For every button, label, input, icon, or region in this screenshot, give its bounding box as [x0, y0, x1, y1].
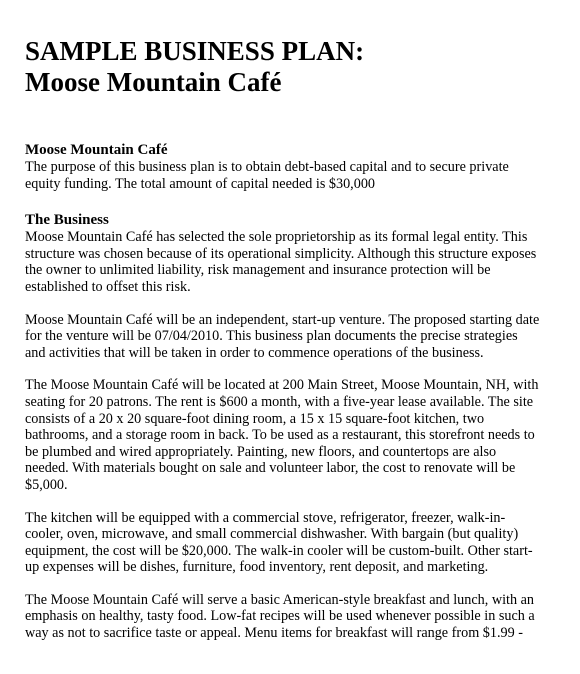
text-line: structure was chosen because of its operational simplicity. Although this structure exposes [25, 245, 537, 262]
text-line: The kitchen will be equipped with a commercial stove, refrigerator, freezer, walk-in- [25, 509, 506, 526]
text-line: seating for 20 patrons. The rent is $600 a month, with a five-year lease available. The site [25, 393, 534, 410]
text-line: for the venture will be 07/04/2010. This business plan documents the precise strategies [25, 328, 518, 345]
text-line: The purpose of this business plan is to obtain debt-based capital and to secure private [25, 159, 509, 175]
document-title [25, 36, 573, 98]
paragraph [25, 229, 573, 295]
section-heading: The Business [25, 212, 109, 229]
text-line: $5,000. [25, 476, 68, 493]
text-line: bathrooms, and a storage room in back. To be used as a restaurant, this storefront needs to [25, 427, 535, 444]
paragraph [25, 592, 573, 642]
paragraph [25, 312, 573, 362]
section-heading: Moose Mountain Café [25, 142, 168, 158]
paragraph [25, 510, 573, 576]
text-line: Moose Mountain Café will be an independent, start-up venture. The proposed starting date [25, 311, 540, 328]
paragraph [25, 377, 573, 493]
text-line: equity funding. The total amount of capital needed is $30,000 [25, 175, 376, 192]
text-line: way as not to sacrifice taste or appeal. Menu items for breakfast will range from $1.99 - [25, 625, 523, 642]
text-line: established to offset this risk. [25, 278, 191, 295]
text-line: consists of a 20 x 20 square-foot dining room, a 15 x 15 square-foot kitchen, two [25, 410, 485, 427]
text-line: the owner to unlimited liability, risk management and insurance protection will be [25, 262, 491, 279]
title-line-2: Moose Mountain Café [25, 67, 282, 97]
text-line: and activities that will be taken in order to commence operations of the business. [25, 344, 484, 361]
text-line: The Moose Mountain Café will serve a basic American-style breakfast and lunch, with an [25, 591, 535, 608]
text-line: Moose Mountain Café has selected the sole proprietorship as its formal legal entity. This [25, 229, 528, 246]
document-page [25, 36, 573, 642]
text-line: cooler, oven, microwave, and small commercial dishwasher. With bargain (but quality) [25, 526, 519, 543]
title-line-1: SAMPLE BUSINESS PLAN: [25, 36, 365, 66]
text-line: needed. With materials bought on sale and volunteer labor, the cost to renovate will be [25, 460, 516, 477]
text-line: emphasis on healthy, tasty food. Low-fat recipes will be used whenever possible in such a [25, 608, 535, 625]
section-overview [25, 141, 573, 192]
section-the-business [25, 211, 573, 641]
text-line: be plumbed and wired appropriately. Painting, new floors, and countertops are also [25, 443, 497, 460]
text-line: up expenses will be dishes, furniture, food inventory, rent deposit, and marketing. [25, 559, 489, 576]
text-line: The Moose Mountain Café will be located at 200 Main Street, Moose Mountain, NH, with [25, 377, 539, 394]
paragraph [25, 159, 573, 192]
text-line: equipment, the cost will be $20,000. The walk-in cooler will be custom-built. Other start- [25, 542, 533, 559]
